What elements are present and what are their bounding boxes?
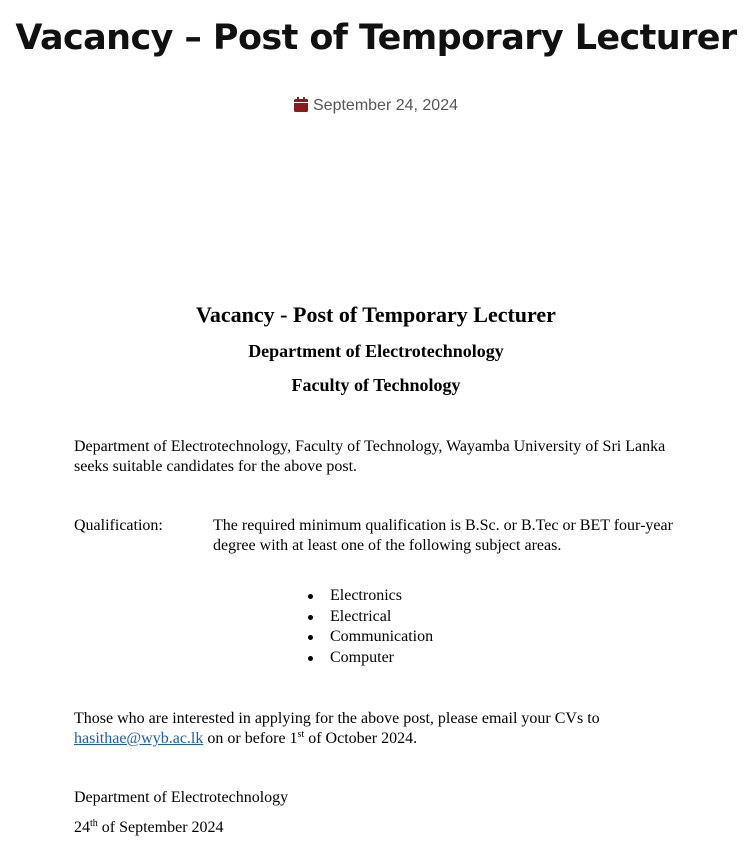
ordinal-suffix: st — [297, 729, 305, 740]
signature-day: 24 — [74, 819, 90, 836]
email-link[interactable]: hasithae@wyb.ac.lk — [74, 730, 204, 747]
subject-list — [305, 586, 433, 668]
apply-text: Those who are interested in applying for the above post, please email your CVs to — [74, 710, 600, 727]
signature-month-year: of September 2024 — [97, 819, 224, 836]
apply-deadline-month: of October 2024. — [304, 730, 418, 747]
post-date — [0, 96, 752, 118]
page-title: Vacancy – Post of Temporary Lecturer — [15, 18, 737, 58]
document-heading: Vacancy - Post of Temporary Lecturer — [196, 302, 556, 327]
qualification-text: The required minimum qualification is B.Sc. or B.Tec or BET four-year degree with at least one of the following subject areas. — [213, 517, 673, 554]
faculty-heading: Faculty of Technology — [291, 375, 461, 395]
post-date-text: September 24, 2024 — [313, 97, 458, 114]
list-item: Electrical — [305, 607, 433, 628]
qualification-label: Qualification: — [74, 517, 163, 534]
intro-paragraph: Department of Electrotechnology, Faculty of Technology, Wayamba University of Sri Lanka seeks suitable candidates for the above post. — [74, 438, 666, 475]
calendar-icon — [294, 97, 308, 118]
list-item: Communication — [305, 627, 433, 648]
day-ordinal: th — [90, 818, 98, 829]
apply-deadline-text: on or before 1 — [203, 730, 298, 747]
signature-date — [74, 818, 694, 838]
signature-department: Department of Electrotechnology — [74, 789, 289, 806]
department-heading: Department of Electrotechnology — [248, 341, 504, 361]
list-item: Computer — [305, 648, 433, 669]
apply-paragraph — [74, 709, 694, 749]
list-item: Electronics — [305, 586, 433, 607]
